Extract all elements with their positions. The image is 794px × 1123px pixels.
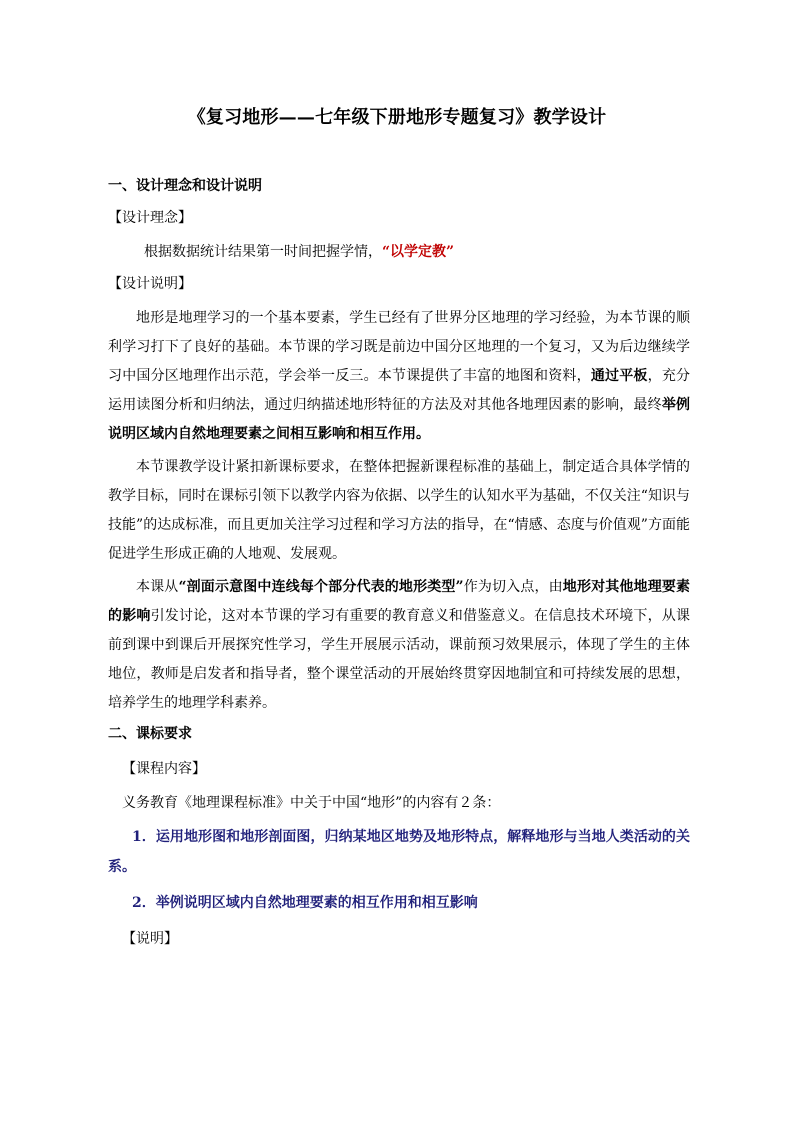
paragraph-terrain-basics-conclusion: 举例说明区域内自然地理要素之间相互影响和相互作用。 [108,397,691,442]
paragraph-terrain-basics-c: ，充分运用读图分析和归纳法，通过归纳描述地形特征的方法及对其他各地理因素的影响，最终 [108,368,691,413]
paragraph-lesson-entry-profile: “剖面示意图中连线每个部分代表的地形类型” [178,579,464,595]
design-idea-emphasis: “以学定教” [382,244,455,260]
standard-item-1: 1．运用地形图和地形剖面图，归纳某地区地势及地形特点，解释地形与当地人类活动的关系。 [108,829,690,875]
paragraph-lesson-entry-c: 作为切入点，由 [463,579,563,595]
standards-intro: 义务教育《地理课程标准》中关于中国“地形”的内容有２条： [122,795,501,811]
design-explain-label: 【设计说明】 [108,276,192,292]
paragraph-lesson-entry-e: 引发讨论，这对本节课的学习有重要的教育意义和借鉴意义。在信息技术环境下，从课前到课中到课后开展探究性学习，学生开展展示活动，课前预习效果展示，体现了学生的主体地位，教师是启发者和指导者，整个课堂活动的开展始终贯穿因地制宜和可持续发展的思想，培养学生的地理学科素养。 [108,608,691,711]
design-idea-sentence: 根据数据统计结果第一时间把握学情， [144,244,382,260]
design-idea-text [108,238,690,266]
section-heading-design: 一、设计理念和设计说明 [108,178,262,194]
standard-item-2: 2．举例说明区域内自然地理要素的相互作用和相互影响 [132,895,478,911]
paragraph-terrain-basics-a: 地形是地理学习的一个基本要素，学生已经有了世界分区地理的学习经验，为本节课的顺利学习打下了良好的基础。本节课的学习既是前边中国分区地理的一个复习，又为后边继续学习中国分区地理作出示范，学会举一反三。本节课提供了丰富的地图和资料， [108,310,690,384]
course-content-label: 【课程内容】 [122,761,206,777]
design-idea-label: 【设计理念】 [108,210,192,226]
section-heading-standards: 二、课标要求 [108,726,192,742]
paragraph-terrain-basics [108,304,690,449]
paragraph-lesson-entry [108,573,690,718]
document-title: 《复习地形——七年级下册地形专题复习》教学设计 [187,107,607,128]
paragraph-terrain-basics-tablet: 通过平板 [590,368,648,384]
paragraph-lesson-entry-influence: 地形对其他地理要素的影响 [108,579,691,624]
paragraph-curriculum-alignment: 本节课教学设计紧扣新课标要求，在整体把握新课程标准的基础上，制定适合具体学情的教学目标，同时在课标引领下以教学内容为依据、以学生的认知水平为基础，不仅关注“知识与技能”的达成标准，而且更加关注学习过程和学习方法的指导，在“情感、态度与价值观”方面能促进学生形成正确的人地观、发展观。 [108,459,690,562]
document-body [108,174,690,958]
note-label: 【说明】 [122,931,178,947]
paragraph-lesson-entry-a: 本课从 [136,579,179,595]
